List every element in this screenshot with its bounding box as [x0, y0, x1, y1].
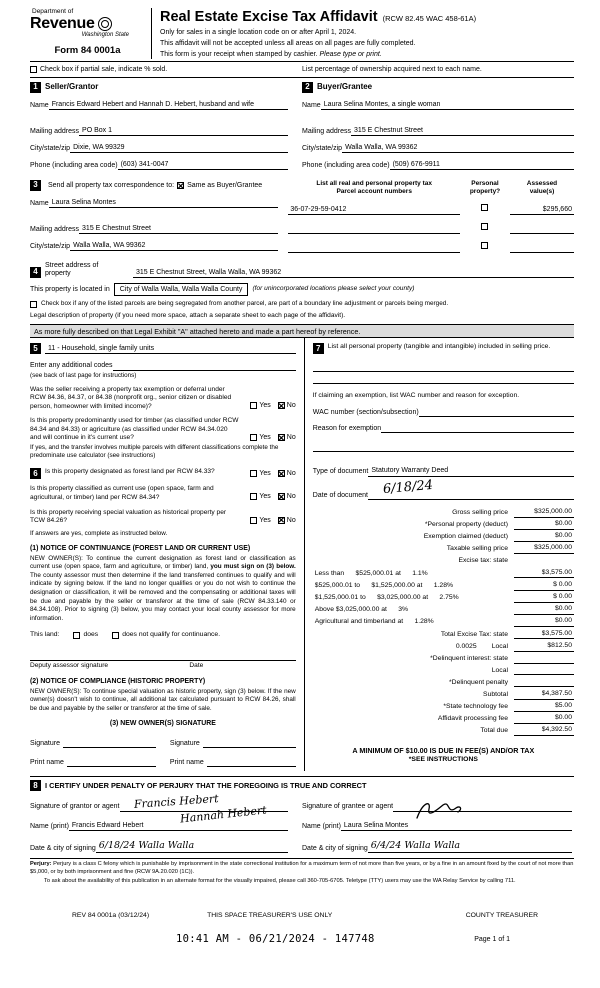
- no-label: No: [286, 470, 296, 478]
- personal-property-checkbox[interactable]: [481, 223, 488, 230]
- buyer-title: Buyer/Grantee: [317, 82, 373, 92]
- codes-instructions-note: (see back of last page for instructions): [30, 371, 137, 379]
- legal-description-label: Legal description of property (if you need more space, attach a separate sheet to each page of the affidavit).: [30, 312, 346, 320]
- state-technology-fee-value: $5.00: [514, 702, 574, 712]
- document-type-field[interactable]: Statutory Warranty Deed: [368, 466, 574, 476]
- assessed-value-field[interactable]: [510, 225, 574, 234]
- footer-row: [30, 912, 574, 921]
- personal-property-list-field[interactable]: [313, 372, 574, 384]
- timber-yes-checkbox[interactable]: [250, 434, 257, 441]
- section-3-number: 3: [30, 180, 41, 191]
- section-7-number: 7: [313, 343, 324, 354]
- exemption-reason-extra-field[interactable]: [313, 440, 574, 452]
- land-does-checkbox[interactable]: [73, 632, 80, 639]
- located-in-field[interactable]: City of Walla Walla, Walla Walla County: [114, 283, 249, 296]
- additional-codes-label: Enter any additional codes: [30, 362, 113, 370]
- receipt-note: This form is your receipt when stamped by cashier.: [160, 50, 320, 58]
- owner-signature-field-1[interactable]: [63, 739, 156, 748]
- exemption-claimed-value: $0.00: [514, 532, 574, 542]
- personal-property-intro: List all personal property (tangible and intangible) included in selling price.: [327, 343, 551, 351]
- assessed-value-col-header: Assessed value(s): [526, 180, 558, 195]
- department-of-label: Department of: [32, 8, 74, 15]
- revenue-wordmark: Revenue: [30, 15, 95, 33]
- document-info: [313, 458, 574, 500]
- section-designation: [30, 468, 296, 767]
- historic-question: Is this property receiving special valuation as historical property per TCW 84.26?: [30, 508, 227, 525]
- current-use-yes-checkbox[interactable]: [250, 493, 257, 500]
- historic-yes-checkbox[interactable]: [250, 517, 257, 524]
- deputy-assessor-signature-field[interactable]: [30, 648, 296, 661]
- minimum-due-notice: A MINIMUM OF $10.00 IS DUE IN FEE(S) AND/OR TAX: [352, 746, 535, 756]
- forest-land-question: Is this property designated as forest land per RCW 84.33?: [45, 468, 215, 476]
- correspondence-name-field[interactable]: Laura Selina Montes: [49, 198, 279, 208]
- current-use-no-checkbox[interactable]: [278, 493, 285, 500]
- street-address-label: Street address of property: [45, 261, 99, 278]
- grantor-signature-label: Signature of grantor or agent: [30, 803, 120, 811]
- subtotal-value: $4,387.50: [514, 690, 574, 700]
- grantor-date-city-field[interactable]: [96, 840, 288, 853]
- agricultural-tax-value: $0.00: [514, 617, 574, 627]
- grantee-certification: [302, 793, 574, 853]
- fin-label: Local: [491, 666, 508, 674]
- washington-state-label: Washington State: [81, 32, 129, 39]
- correspondence-intro: Send all property tax correspondence to:: [48, 182, 175, 190]
- fin-label: $525,000.01 to $1,525,000.00 at 1.28%: [314, 581, 454, 589]
- grantor-print-name-label: Name (print): [30, 822, 69, 830]
- fin-label: *Delinquent penalty: [449, 678, 508, 686]
- fin-label: *State technology fee: [443, 702, 508, 710]
- rev-number: REV 84 0001a (03/12/24): [72, 912, 150, 920]
- grantee-signature-scribble: [414, 799, 466, 823]
- excise-tax-state-value: [514, 557, 574, 567]
- type-or-print-note: Please type or print.: [319, 50, 382, 58]
- grantee-print-name-label: Name (print): [302, 822, 341, 830]
- exemption-reason-label: Reason for exemption: [312, 425, 382, 433]
- exemption-question: Was the seller receiving a property tax exemption or deferral under RCW 84.36, 84.37, or 84.38 (nonprofit org., senior citizen or disabled person, homeowner with limited income)?: [30, 385, 232, 410]
- parcel-table: [288, 180, 574, 253]
- legal-description-field[interactable]: As more fully described on that Legal Exhibit "A" attached hereto and made a part hereof by reference.: [30, 324, 574, 338]
- current-use-yes-no: [245, 492, 295, 502]
- grantor-signature-handwriting-1: Francis Hebert: [133, 792, 219, 812]
- seller-csz-field[interactable]: Dixie, WA 99329: [70, 143, 288, 153]
- seller-mailing-field[interactable]: PO Box 1: [79, 126, 288, 136]
- no-label: No: [286, 516, 296, 524]
- delinquent-penalty-value: [514, 678, 574, 688]
- parcel-number-field[interactable]: [288, 225, 460, 234]
- section-tax-correspondence: [30, 180, 288, 253]
- form-header: [30, 8, 574, 61]
- gross-selling-price-value: $325,000.00: [514, 508, 574, 518]
- exemption-yes-checkbox[interactable]: [250, 402, 257, 409]
- parcel-number-field[interactable]: [288, 244, 460, 253]
- exemption-no-checkbox[interactable]: [278, 402, 285, 409]
- land-does-not-checkbox[interactable]: [112, 632, 119, 639]
- delinquent-interest-state-value: [514, 654, 574, 664]
- partial-sale-label: Check box if partial sale, indicate % sold.: [40, 65, 168, 73]
- timber-no-checkbox[interactable]: [278, 434, 285, 441]
- seller-name-label: Name: [30, 101, 49, 109]
- affidavit-processing-fee-value: $0.00: [514, 714, 574, 724]
- additional-codes-field[interactable]: [113, 362, 296, 371]
- fin-label: Excise tax: state: [458, 557, 508, 565]
- local-tax-value: $812.50: [514, 642, 574, 652]
- located-in-label: This property is located in: [30, 286, 110, 294]
- assessed-value-field[interactable]: $295,660: [510, 205, 574, 215]
- wac-number-field[interactable]: [419, 408, 574, 417]
- buyer-csz-field[interactable]: Walla Walla, WA 99362: [342, 143, 574, 153]
- owner-signature-label: Signature: [169, 740, 200, 748]
- revenue-seal-icon: [98, 17, 112, 31]
- grantee-print-name-field[interactable]: Laura Selina Montes: [341, 821, 572, 831]
- cashier-stamp: 10:41 AM - 06/21/2024 - 147748: [176, 932, 375, 945]
- owner-signature-label: Signature: [30, 740, 60, 748]
- owner-print-name-field-1[interactable]: [67, 758, 156, 767]
- see-instructions-note: *SEE INSTRUCTIONS: [408, 755, 478, 763]
- same-as-buyer-checkbox[interactable]: [177, 182, 184, 189]
- grantor-certification: [30, 793, 302, 853]
- historic-no-checkbox[interactable]: [278, 517, 285, 524]
- parcel-row: [288, 242, 574, 253]
- section-2-number: 2: [302, 82, 313, 93]
- exemption-reason-field[interactable]: [381, 424, 574, 433]
- fin-label: $1,525,000.01 to $3,025,000.00 at 2.75%: [314, 594, 459, 601]
- fin-label: Gross selling price: [452, 508, 508, 516]
- owner-signature-field-2[interactable]: [203, 739, 296, 748]
- section-seller-grantor: [30, 82, 302, 170]
- deputy-date-label: Date: [189, 662, 204, 670]
- stamp-row: [30, 933, 574, 947]
- section-1-number: 1: [30, 82, 41, 93]
- does-not-label: does not qualify for continuance.: [122, 631, 221, 639]
- seller-phone-label: Phone (including area code): [30, 162, 118, 169]
- document-date-label: Date of document: [312, 492, 368, 500]
- buyer-phone-field[interactable]: (509) 676-9911: [390, 160, 574, 170]
- page-number: Page 1 of 1: [474, 936, 510, 944]
- fin-label: 0.0025 Local: [455, 642, 508, 650]
- tier1-tax-value: $3,575.00: [514, 569, 574, 579]
- perjury-bold: Perjury:: [30, 861, 52, 868]
- seller-mailing-label: Mailing address: [30, 127, 80, 135]
- buyer-mailing-field[interactable]: 315 E Chestnut Street: [351, 126, 574, 136]
- county-treasurer-label: COUNTY TREASURER: [465, 912, 538, 920]
- parcel-row: [288, 223, 574, 234]
- buyer-phone-label: Phone (including area code): [302, 162, 390, 169]
- timber-question: Is this property predominantly used for timber (as classified under RCW 84.34 and 84.33) or agriculture (as classified under RCW 84.34.020 and will continue in it's current use?: [30, 417, 239, 442]
- land-qualify-row: [30, 631, 296, 640]
- section-certification: [30, 776, 574, 853]
- partial-sale-row: [30, 62, 574, 77]
- current-use-question: Is this property classified as current use (open space, farm and agricultural, or timber) land per RCW 84.34?: [30, 485, 214, 501]
- owner-print-name-label: Print name: [169, 759, 204, 767]
- document-date-field[interactable]: [368, 477, 574, 501]
- correspondence-csz-label: City/state/zip: [30, 243, 71, 251]
- fin-label: *Delinquent interest: state: [430, 654, 508, 662]
- buyer-name-field[interactable]: Laura Selina Montes, a single woman: [321, 100, 574, 110]
- yes-label: Yes: [259, 516, 271, 524]
- seller-phone-field[interactable]: (603) 341-0047: [118, 160, 288, 170]
- grantor-date-city-label: Date & city of signing: [30, 844, 96, 852]
- tier2-tax-value: $ 0.00: [514, 581, 574, 591]
- accessibility-note: To ask about the availability of this publication in an alternate format for the visually impaired, please call 360-705-6705. Teletype (TTY) users may use the WA Relay Service by calling 711.: [44, 878, 516, 885]
- new-owners-signature-title: (3) NEW OWNER(S) SIGNATURE: [109, 720, 216, 728]
- header-note-3: [160, 50, 574, 59]
- yes-label: Yes: [259, 470, 271, 478]
- seller-name-field[interactable]: Francis Edward Hebert and Hannah D. Hebert, husband and wife: [49, 100, 288, 110]
- seller-csz-label: City/state/zip: [30, 144, 71, 152]
- same-as-buyer-label: Same as Buyer/Grantee: [187, 182, 263, 190]
- dor-logo: [30, 8, 152, 59]
- tier4-tax-value: $0.00: [514, 605, 574, 615]
- ownership-percentage-note: List percentage of ownership acquired next to each name.: [302, 65, 482, 73]
- forest-yes-checkbox[interactable]: [250, 470, 257, 477]
- grantee-date-handwriting: 6/4/24 Walla Walla: [370, 839, 461, 851]
- fin-label: Affidavit processing fee: [437, 715, 508, 723]
- divider: [30, 77, 574, 78]
- yes-label: Yes: [259, 433, 271, 441]
- parcel-row: [288, 204, 574, 215]
- section-property-address: [30, 262, 574, 321]
- grantor-date-handwriting: 6/18/24 Walla Walla: [98, 839, 195, 851]
- fin-label: Total due: [480, 727, 508, 735]
- section-6-number: 6: [30, 468, 41, 479]
- header-note-2: This affidavit will not be accepted unless all areas on all pages are fully completed.: [160, 39, 416, 47]
- grantee-signature-label: Signature of grantee or agent: [302, 803, 394, 811]
- section-5-number: 5: [30, 343, 41, 354]
- yes-label: Yes: [259, 493, 271, 501]
- parcel-number-field[interactable]: 36-07-29-59-0412: [288, 205, 460, 215]
- personal-property-checkbox[interactable]: [481, 204, 488, 211]
- tier3-tax-value: $ 0.00: [514, 593, 574, 603]
- does-label: does: [83, 631, 99, 639]
- unincorporated-note: (for unincorporated locations please select your county): [252, 285, 415, 293]
- historic-yes-no: [245, 516, 295, 526]
- section-use-codes: [30, 343, 296, 460]
- no-label: No: [286, 493, 296, 501]
- correspondence-mailing-label: Mailing address: [30, 226, 80, 234]
- personal-property-col-header: Personal property?: [469, 180, 501, 195]
- delinquent-interest-local-value: [514, 666, 574, 676]
- personal-property-checkbox[interactable]: [481, 242, 488, 249]
- taxable-selling-price-value: $325,000.00: [514, 544, 574, 554]
- correspondence-csz-field[interactable]: Walla Walla, WA 99362: [70, 241, 278, 251]
- owner-print-name-label: Print name: [30, 759, 64, 767]
- grantor-print-name-field[interactable]: Francis Edward Hebert: [69, 821, 288, 831]
- exemption-claim-note: If claiming an exemption, list WAC number and reason for exception.: [312, 392, 520, 400]
- forest-yes-no: [245, 469, 295, 479]
- assessed-value-field[interactable]: [510, 244, 574, 253]
- buyer-name-label: Name: [302, 101, 321, 109]
- document-type-label: Type of document: [312, 468, 369, 476]
- page-title: Real Estate Excise Tax Affidavit: [160, 9, 378, 25]
- segregated-parcel-label: Check box if any of the listed parcels are being segregated from another parcel, are part of a boundary line adjustment or parcels being merged.: [41, 300, 449, 308]
- if-yes-note: If answers are yes, complete as instructed below.: [30, 529, 168, 537]
- header-note-1: Only for sales in a single location code on or after April 1, 2024.: [160, 29, 357, 37]
- deputy-assessor-label: Deputy assessor signature: [30, 662, 109, 670]
- yes-label: Yes: [259, 402, 271, 410]
- forest-no-checkbox[interactable]: [278, 470, 285, 477]
- treasurer-space-label: THIS SPACE TREASURER'S USE ONLY: [207, 912, 333, 920]
- notice-compliance-title: (2) NOTICE OF COMPLIANCE (HISTORIC PROPERTY): [30, 677, 206, 685]
- excise-tax-computation: [313, 505, 574, 764]
- grantee-date-city-label: Date & city of signing: [302, 844, 368, 852]
- predominate-use-note: If yes, and the transfer involves multiple parcels with different classifications complete the predominate use calculator (see instructions): [30, 444, 279, 460]
- perjury-notice: [30, 858, 574, 886]
- section-8-number: 8: [30, 780, 41, 791]
- certify-statement: I CERTIFY UNDER PENALTY OF PERJURY THAT THE FOREGOING IS TRUE AND CORRECT: [45, 781, 367, 791]
- notice-continuance-body: NEW OWNER(S): To continue the current designation as forest land or classification as current use (open space, farm and agriculture, or timber) land, you must sign on (3) below. The county assessor must then determine if the land transferred continues to qualify and will indicate by signing below. If the land no longer qualifies or you do not wish to continue the designation or classification, it will be removed and the compensating or additional taxes will be due and payable by the seller or transferor at the time of sale (RCW 84.33.140 or 84.34.108). Prior to signing (3) below, you may contact your local county assessor for more information.: [30, 554, 296, 622]
- wac-number-label: WAC number (section/subsection): [312, 409, 419, 417]
- fin-label: Above $3,025,000.00 at 3%: [314, 606, 409, 614]
- section-personal-property: [313, 343, 574, 452]
- no-label: No: [286, 433, 296, 441]
- segregated-parcel-checkbox[interactable]: [30, 301, 37, 308]
- section-4-number: 4: [30, 267, 41, 278]
- section-buyer-grantee: [302, 82, 574, 170]
- fin-label: Agricultural and timberland at 1.28%: [314, 618, 434, 626]
- correspondence-name-label: Name: [30, 200, 49, 208]
- fin-label: *Personal property (deduct): [424, 521, 508, 529]
- total-due-value: $4,392.50: [514, 726, 574, 736]
- fin-label: Total Excise Tax: state: [440, 630, 508, 638]
- document-date-handwriting: 6/18/24: [382, 477, 434, 497]
- personal-property-list-field[interactable]: [313, 360, 574, 372]
- correspondence-mailing-field[interactable]: 315 E Chestnut Street: [79, 224, 278, 234]
- notice-continuance-title: (1) NOTICE OF CONTINUANCE (FOREST LAND OR CURRENT USE): [30, 544, 251, 552]
- perjury-text: Perjury is a class C felony which is punishable by imprisonment in the state correctional institution for a maximum term of not more than five years, or by a fine in an amount fixed by the court of not more than $5,000, or by both imprisonment and fine (RCW 9A.20.020 (1C)).: [30, 861, 574, 875]
- grantor-signature-handwriting-2: Hannah Hebert: [179, 803, 268, 826]
- fin-label: Less than $525,000.01 at 1.1%: [314, 569, 428, 577]
- this-land-label: This land:: [30, 631, 60, 639]
- land-use-code-field[interactable]: 11 - Household, single family units: [45, 344, 296, 354]
- street-address-field[interactable]: 315 E Chestnut Street, Walla Walla, WA 99362: [133, 268, 574, 278]
- grantee-date-city-field[interactable]: [368, 840, 572, 853]
- seller-title: Seller/Grantor: [45, 82, 99, 92]
- timber-yes-no: [245, 433, 295, 443]
- no-label: No: [286, 402, 296, 410]
- form-number: Form 84 0001a: [54, 45, 121, 57]
- buyer-csz-label: City/state/zip: [302, 144, 343, 152]
- total-excise-state-value: $3,575.00: [514, 630, 574, 640]
- buyer-mailing-label: Mailing address: [302, 127, 352, 135]
- personal-property-deduct-value: $0.00: [514, 520, 574, 530]
- parcel-col-header: List all real and personal property tax Parcel account numbers: [316, 180, 432, 195]
- fin-label: Exemption claimed (deduct): [423, 533, 508, 541]
- exemption-yes-no: [245, 401, 295, 411]
- notice-compliance-body: NEW OWNER(S): To continue special valuation as historic property, sign (3) below. If the new owner(s) doesn't wish to continue, all additional tax calculated pursuant to RCW 84.26, shall be due and payable by the seller or transferor at the time of sale.: [30, 687, 296, 712]
- partial-sale-checkbox[interactable]: [30, 66, 37, 73]
- owner-print-name-field-2[interactable]: [207, 758, 296, 767]
- fin-label: Subtotal: [483, 690, 508, 698]
- fin-label: Taxable selling price: [446, 545, 508, 553]
- rcw-reference: (RCW 82.45 WAC 458-61A): [382, 14, 477, 23]
